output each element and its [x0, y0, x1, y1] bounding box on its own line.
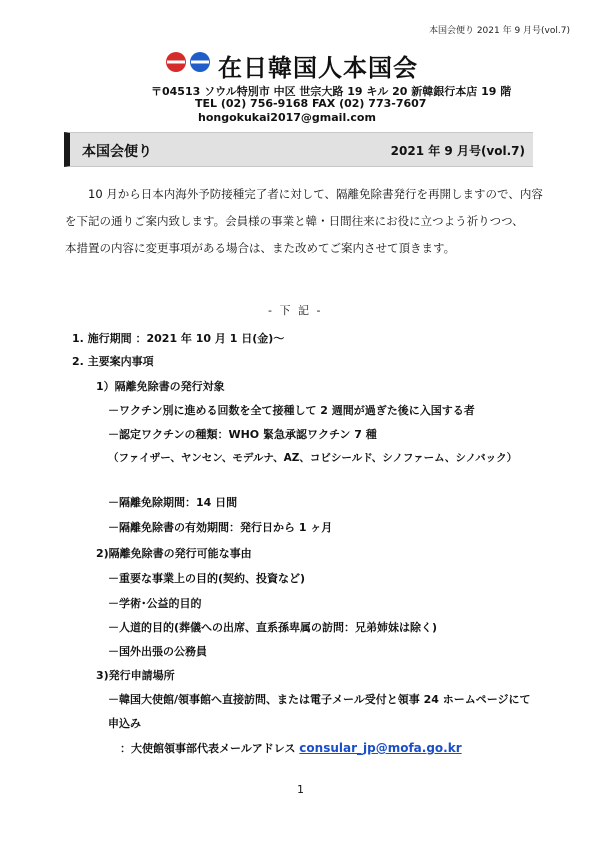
list-item: －隔離免除期間：14 日間	[108, 496, 238, 509]
issue-note: 本国会便り 2021 年 9 月号(vol.7)	[428, 26, 570, 36]
intro-line-1: 10 月から日本内海外予防接種完了者に対して、隔離免除書発行を再開しますので、内容	[88, 187, 543, 201]
item-period: 1. 施行期間 ：2021 年 10 月 1 日(金)〜	[72, 332, 285, 345]
list-item	[120, 740, 462, 756]
newsletter-issue: 2021 年 9 月号(vol.7)	[390, 144, 525, 158]
list-item: －隔離免除書の有効期間：発行日から 1 ヶ月	[108, 521, 333, 534]
list-item: 申込み	[108, 717, 141, 730]
org-name: 在日韓国人本国会	[218, 54, 418, 82]
subsection-2: 2)隔離免除書の発行可能な事由	[96, 547, 252, 560]
subsection-3: 3)発行申請場所	[96, 669, 175, 682]
page-number: 1	[297, 783, 304, 796]
org-address: 〒04513 ソウル特別市 中区 世宗大路 19 キル 20 新韓銀行本店 19 階	[151, 85, 512, 98]
list-item: －人道的目的(葬儀への出席、直系孫卑属の訪問：兄弟姉妹は除く)	[108, 621, 438, 634]
intro-line-3: 本措置の内容に変更事項がある場合は、また改めてご案内させて頂きます。	[65, 241, 456, 255]
subsection-1: 1）隔離免除書の発行対象	[96, 380, 225, 393]
list-item: －国外出張の公務員	[108, 645, 207, 658]
item-main-heading: 2. 主要案内事項	[72, 355, 154, 368]
org-logo-icon	[165, 51, 213, 73]
intro-line-2: を下記の通りご案内致します。会員様の事業と韓・日間往来にお役に立つよう祈りつつ、	[65, 214, 524, 228]
list-item: －韓国大使館/領事館へ直接訪問、または電子メール受付と領事 24 ホームページにて	[108, 693, 531, 706]
embassy-email-label: ：大使館領事部代表メールアドレス	[120, 742, 296, 755]
newsletter-band	[64, 132, 533, 167]
notice-heading: - 下 記 -	[268, 304, 323, 317]
list-item: －ワクチン別に進める回数を全て接種して 2 週間が過ぎた後に入国する者	[108, 404, 475, 417]
org-phone-fax: TEL (02) 756-9168 FAX (02) 773-7607	[195, 97, 427, 110]
newsletter-title: 本国会便り	[82, 144, 152, 160]
embassy-email-link[interactable]: consular_jp@mofa.go.kr	[299, 741, 462, 755]
list-item: （ファイザー、ヤンセン、モデルナ、AZ、コビシールド、シノファーム、シノバック）	[108, 452, 518, 464]
list-item: －重要な事業上の目的(契約、投資など)	[108, 572, 306, 585]
list-item: －学術･公益的目的	[108, 597, 202, 610]
org-email: hongokukai2017@gmail.com	[198, 111, 376, 124]
list-item: －認定ワクチンの種類：WHO 緊急承認ワクチン 7 種	[108, 428, 377, 441]
